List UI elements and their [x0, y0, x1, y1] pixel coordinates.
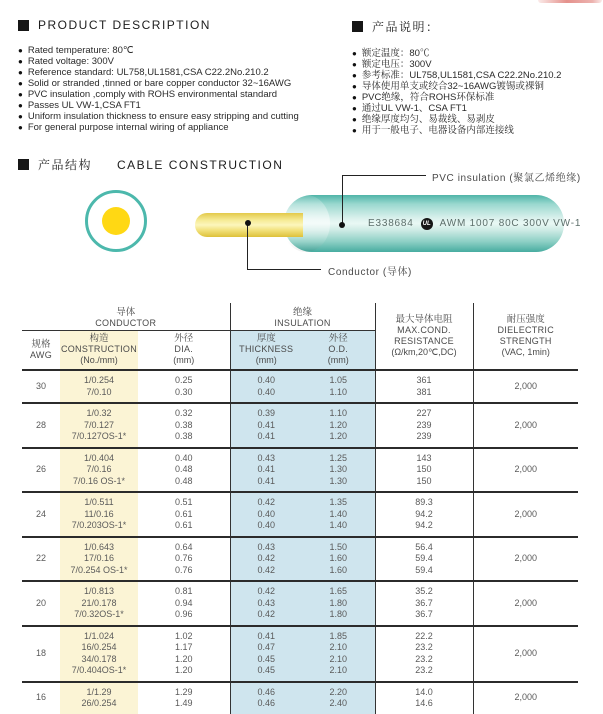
list-item-text: Solid or stranded ,tinned or bare copper conductor 32~16AWG [27, 78, 292, 89]
spec-table [22, 303, 578, 714]
list-item-text: Rated voltage: 300V [27, 56, 114, 67]
bullet-icon: ● [18, 101, 23, 110]
thickness-cell: 0.42 0.43 0.42 [230, 581, 302, 626]
list-item [352, 92, 600, 103]
dia-cell: 0.64 0.76 0.76 [138, 537, 230, 582]
resistance-cell: 56.4 59.4 59.4 [375, 537, 473, 582]
list-item [18, 122, 348, 133]
dia-cell: 1.02 1.17 1.20 1.20 [138, 626, 230, 682]
product-description-list [18, 45, 348, 133]
bullet-icon: ● [18, 90, 23, 99]
section-title-en: CABLE CONSTRUCTION [117, 157, 284, 172]
list-item-text: For general purpose internal wiring of appliance [27, 122, 229, 133]
dia-cell: 0.51 0.61 0.61 [138, 492, 230, 537]
column-header-dia: 外径 DIA. (mm) [138, 330, 230, 370]
cable-print-spec: AWM 1007 80C 300V VW-1 [439, 218, 582, 229]
list-item [18, 78, 348, 89]
bullet-icon: ● [18, 68, 23, 77]
column-header-od: 外径 O.D. (mm) [302, 330, 375, 370]
bullet-icon: ● [18, 79, 23, 88]
list-item-text: PVC绝缘，符合ROHS环保标准 [361, 92, 495, 103]
section-title-zh: 产品结构 [38, 158, 93, 172]
dia-cell: 0.32 0.38 0.38 [138, 403, 230, 448]
list-item [352, 59, 600, 70]
section-marker-icon [18, 159, 29, 170]
spec-row-awg-24 [22, 492, 578, 537]
thickness-cell: 0.43 0.41 0.41 [230, 448, 302, 493]
dia-cell: 1.29 1.49 [138, 682, 230, 714]
thickness-cell: 0.40 0.40 [230, 370, 302, 403]
list-item-text: Passes UL VW-1,CSA FT1 [27, 100, 141, 111]
dielectric-cell: 2,000 [473, 492, 578, 537]
bullet-icon: ● [352, 104, 357, 113]
spec-row-awg-30 [22, 370, 578, 403]
list-item-text: 用于一般电子、电器设备内部连接线 [361, 125, 514, 136]
list-item-text: PVC insulation ,comply with ROHS environmental standard [27, 89, 278, 100]
thickness-cell: 0.43 0.42 0.42 [230, 537, 302, 582]
conductor-callout-dot [245, 220, 251, 226]
cable-print-code: E338684 [368, 218, 414, 229]
construction-cell: 1/1.024 16/0.254 34/0.178 7/0.404OS-1* [60, 626, 138, 682]
list-item [18, 89, 348, 100]
awg-cell: 24 [22, 492, 60, 537]
conductor-leader-line [247, 223, 248, 270]
bullet-icon: ● [352, 126, 357, 135]
list-item-text: Rated temperature: 80℃ [27, 45, 134, 56]
product-notes-list [352, 48, 600, 136]
list-item [352, 125, 600, 136]
construction-cell: 1/1.29 26/0.254 [60, 682, 138, 714]
conductor-label: Conductor (导体) [328, 267, 412, 278]
spec-row-awg-26 [22, 448, 578, 493]
list-item-text: 参考标准：UL758,UL1581,CSA C22.2No.210.2 [361, 70, 562, 81]
product-description-header [18, 18, 348, 32]
od-cell: 1.10 1.20 1.20 [302, 403, 375, 448]
list-item [18, 56, 348, 67]
insulation-leader-line [342, 175, 343, 225]
awg-cell: 18 [22, 626, 60, 682]
spec-row-awg-20 [22, 581, 578, 626]
spec-row-awg-28 [22, 403, 578, 448]
construction-cell: 1/0.813 21/0.178 7/0.32OS-1* [60, 581, 138, 626]
resistance-cell: 143 150 150 [375, 448, 473, 493]
list-item [18, 100, 348, 111]
cable-print-text [368, 195, 581, 252]
resistance-cell: 227 239 239 [375, 403, 473, 448]
bullet-icon: ● [18, 57, 23, 66]
group-header-conductor: 导体 CONDUCTOR [22, 303, 230, 330]
bullet-icon: ● [18, 46, 23, 55]
construction-cell: 1/0.404 7/0.16 7/0.16 OS-1* [60, 448, 138, 493]
list-item [352, 70, 600, 81]
dielectric-cell: 2,000 [473, 537, 578, 582]
od-cell: 2.20 2.40 [302, 682, 375, 714]
bullet-icon: ● [18, 112, 23, 121]
list-item [352, 81, 600, 92]
insulation-callout-dot [339, 222, 345, 228]
spec-row-awg-16 [22, 682, 578, 714]
section-title: 产品说明： [372, 20, 440, 34]
insulation-label: PVC insulation (聚氯乙烯绝缘) [432, 173, 581, 184]
resistance-cell: 14.0 14.6 [375, 682, 473, 714]
dielectric-cell: 2,000 [473, 403, 578, 448]
list-item-text: 通过UL VW-1、CSA FT1 [361, 103, 467, 114]
group-header-insulation: 绝缘 INSULATION [230, 303, 375, 330]
awg-cell: 20 [22, 581, 60, 626]
dia-cell: 0.40 0.48 0.48 [138, 448, 230, 493]
od-cell: 1.85 2.10 2.10 2.10 [302, 626, 375, 682]
column-header-dielectric: 耐压强度 DIELECTRIC STRENGTH (VAC, 1min) [473, 303, 578, 370]
thickness-cell: 0.46 0.46 [230, 682, 302, 714]
ul-logo: UL [421, 218, 433, 230]
list-item-text: 额定电压：300V [361, 59, 432, 70]
list-item [352, 48, 600, 59]
product-notes-section [352, 18, 600, 136]
awg-cell: 28 [22, 403, 60, 448]
section-title: PRODUCT DESCRIPTION [38, 18, 211, 32]
list-item [18, 67, 348, 78]
product-notes-header [352, 18, 600, 35]
awg-cell: 16 [22, 682, 60, 714]
bullet-icon: ● [352, 115, 357, 124]
thickness-cell: 0.39 0.41 0.41 [230, 403, 302, 448]
construction-cell: 1/0.254 7/0.10 [60, 370, 138, 403]
cable-construction-section [0, 150, 603, 303]
bullet-icon: ● [18, 123, 23, 132]
thickness-cell: 0.42 0.40 0.40 [230, 492, 302, 537]
bullet-icon: ● [352, 71, 357, 80]
bullet-icon: ● [352, 82, 357, 91]
construction-cell: 1/0.643 17/0.16 7/0.254 OS-1* [60, 537, 138, 582]
list-item-text: 导体使用单支或绞合32~16AWG镀锡或裸铜 [361, 81, 544, 92]
list-item [352, 103, 600, 114]
list-item-text: 额定温度：80℃ [361, 48, 430, 59]
dielectric-cell: 2,000 [514, 380, 538, 391]
section-marker-icon [352, 21, 363, 32]
od-cell: 1.65 1.80 1.80 [302, 581, 375, 626]
construction-cell: 1/0.511 11/0.16 7/0.203OS-1* [60, 492, 138, 537]
od-cell: 1.35 1.40 1.40 [302, 492, 375, 537]
cable-cross-section [85, 190, 147, 252]
list-item-text: 绝缘厚度均匀、易裁线、易剥皮 [361, 114, 495, 125]
resistance-cell: 89.3 94.2 94.2 [375, 492, 473, 537]
column-header-resistance: 最大导体电阻 MAX.COND. RESISTANCE (Ω/km,20℃,DC) [375, 303, 473, 370]
dia-cell: 0.25 0.30 [138, 370, 230, 403]
bullet-icon: ● [352, 49, 357, 58]
dia-cell: 0.81 0.94 0.96 [138, 581, 230, 626]
spec-table-section [22, 303, 578, 714]
awg-cell: 26 [22, 448, 60, 493]
construction-cell: 1/0.32 7/0.127 7/0.127OS-1* [60, 403, 138, 448]
section-marker-icon [18, 20, 29, 31]
spec-row-awg-22 [22, 537, 578, 582]
resistance-cell: 361 381 [375, 370, 473, 403]
column-header-construction: 构造 CONSTRUCTION (No./mm) [60, 330, 138, 370]
list-item [18, 111, 348, 122]
cable-insulation-body [284, 195, 582, 252]
product-description-section [18, 18, 348, 133]
od-cell: 1.50 1.60 1.60 [302, 537, 375, 582]
cable-construction-header [18, 156, 283, 173]
list-item-text: Uniform insulation thickness to ensure easy stripping and cutting [27, 111, 299, 122]
dielectric-cell: 2,000 [473, 626, 578, 682]
thickness-cell: 0.41 0.47 0.45 0.45 [230, 626, 302, 682]
spec-row-awg-18 [22, 626, 578, 682]
dielectric-cell: 2,000 [473, 581, 578, 626]
page-top-banner-edge [538, 0, 602, 3]
dielectric-cell: 2,000 [473, 682, 578, 714]
od-cell: 1.25 1.30 1.30 [302, 448, 375, 493]
insulation-leader-line [342, 175, 426, 176]
od-cell: 1.05 1.10 [302, 370, 375, 403]
resistance-cell: 22.2 23.2 23.2 23.2 [375, 626, 473, 682]
column-header-thickness: 厚度 THICKNESS (mm) [230, 330, 302, 370]
conductor-leader-line [247, 269, 321, 270]
awg-cell: 30 [35, 380, 46, 391]
conductor-core [102, 207, 130, 235]
list-item [18, 45, 348, 56]
bullet-icon: ● [352, 93, 357, 102]
column-header-awg: 规格 AWG [22, 330, 60, 370]
awg-cell: 22 [22, 537, 60, 582]
dielectric-cell: 2,000 [473, 448, 578, 493]
bullet-icon: ● [352, 60, 357, 69]
resistance-cell: 35.2 36.7 36.7 [375, 581, 473, 626]
list-item-text: Reference standard: UL758,UL1581,CSA C22.2No.210.2 [27, 67, 269, 78]
list-item [352, 114, 600, 125]
